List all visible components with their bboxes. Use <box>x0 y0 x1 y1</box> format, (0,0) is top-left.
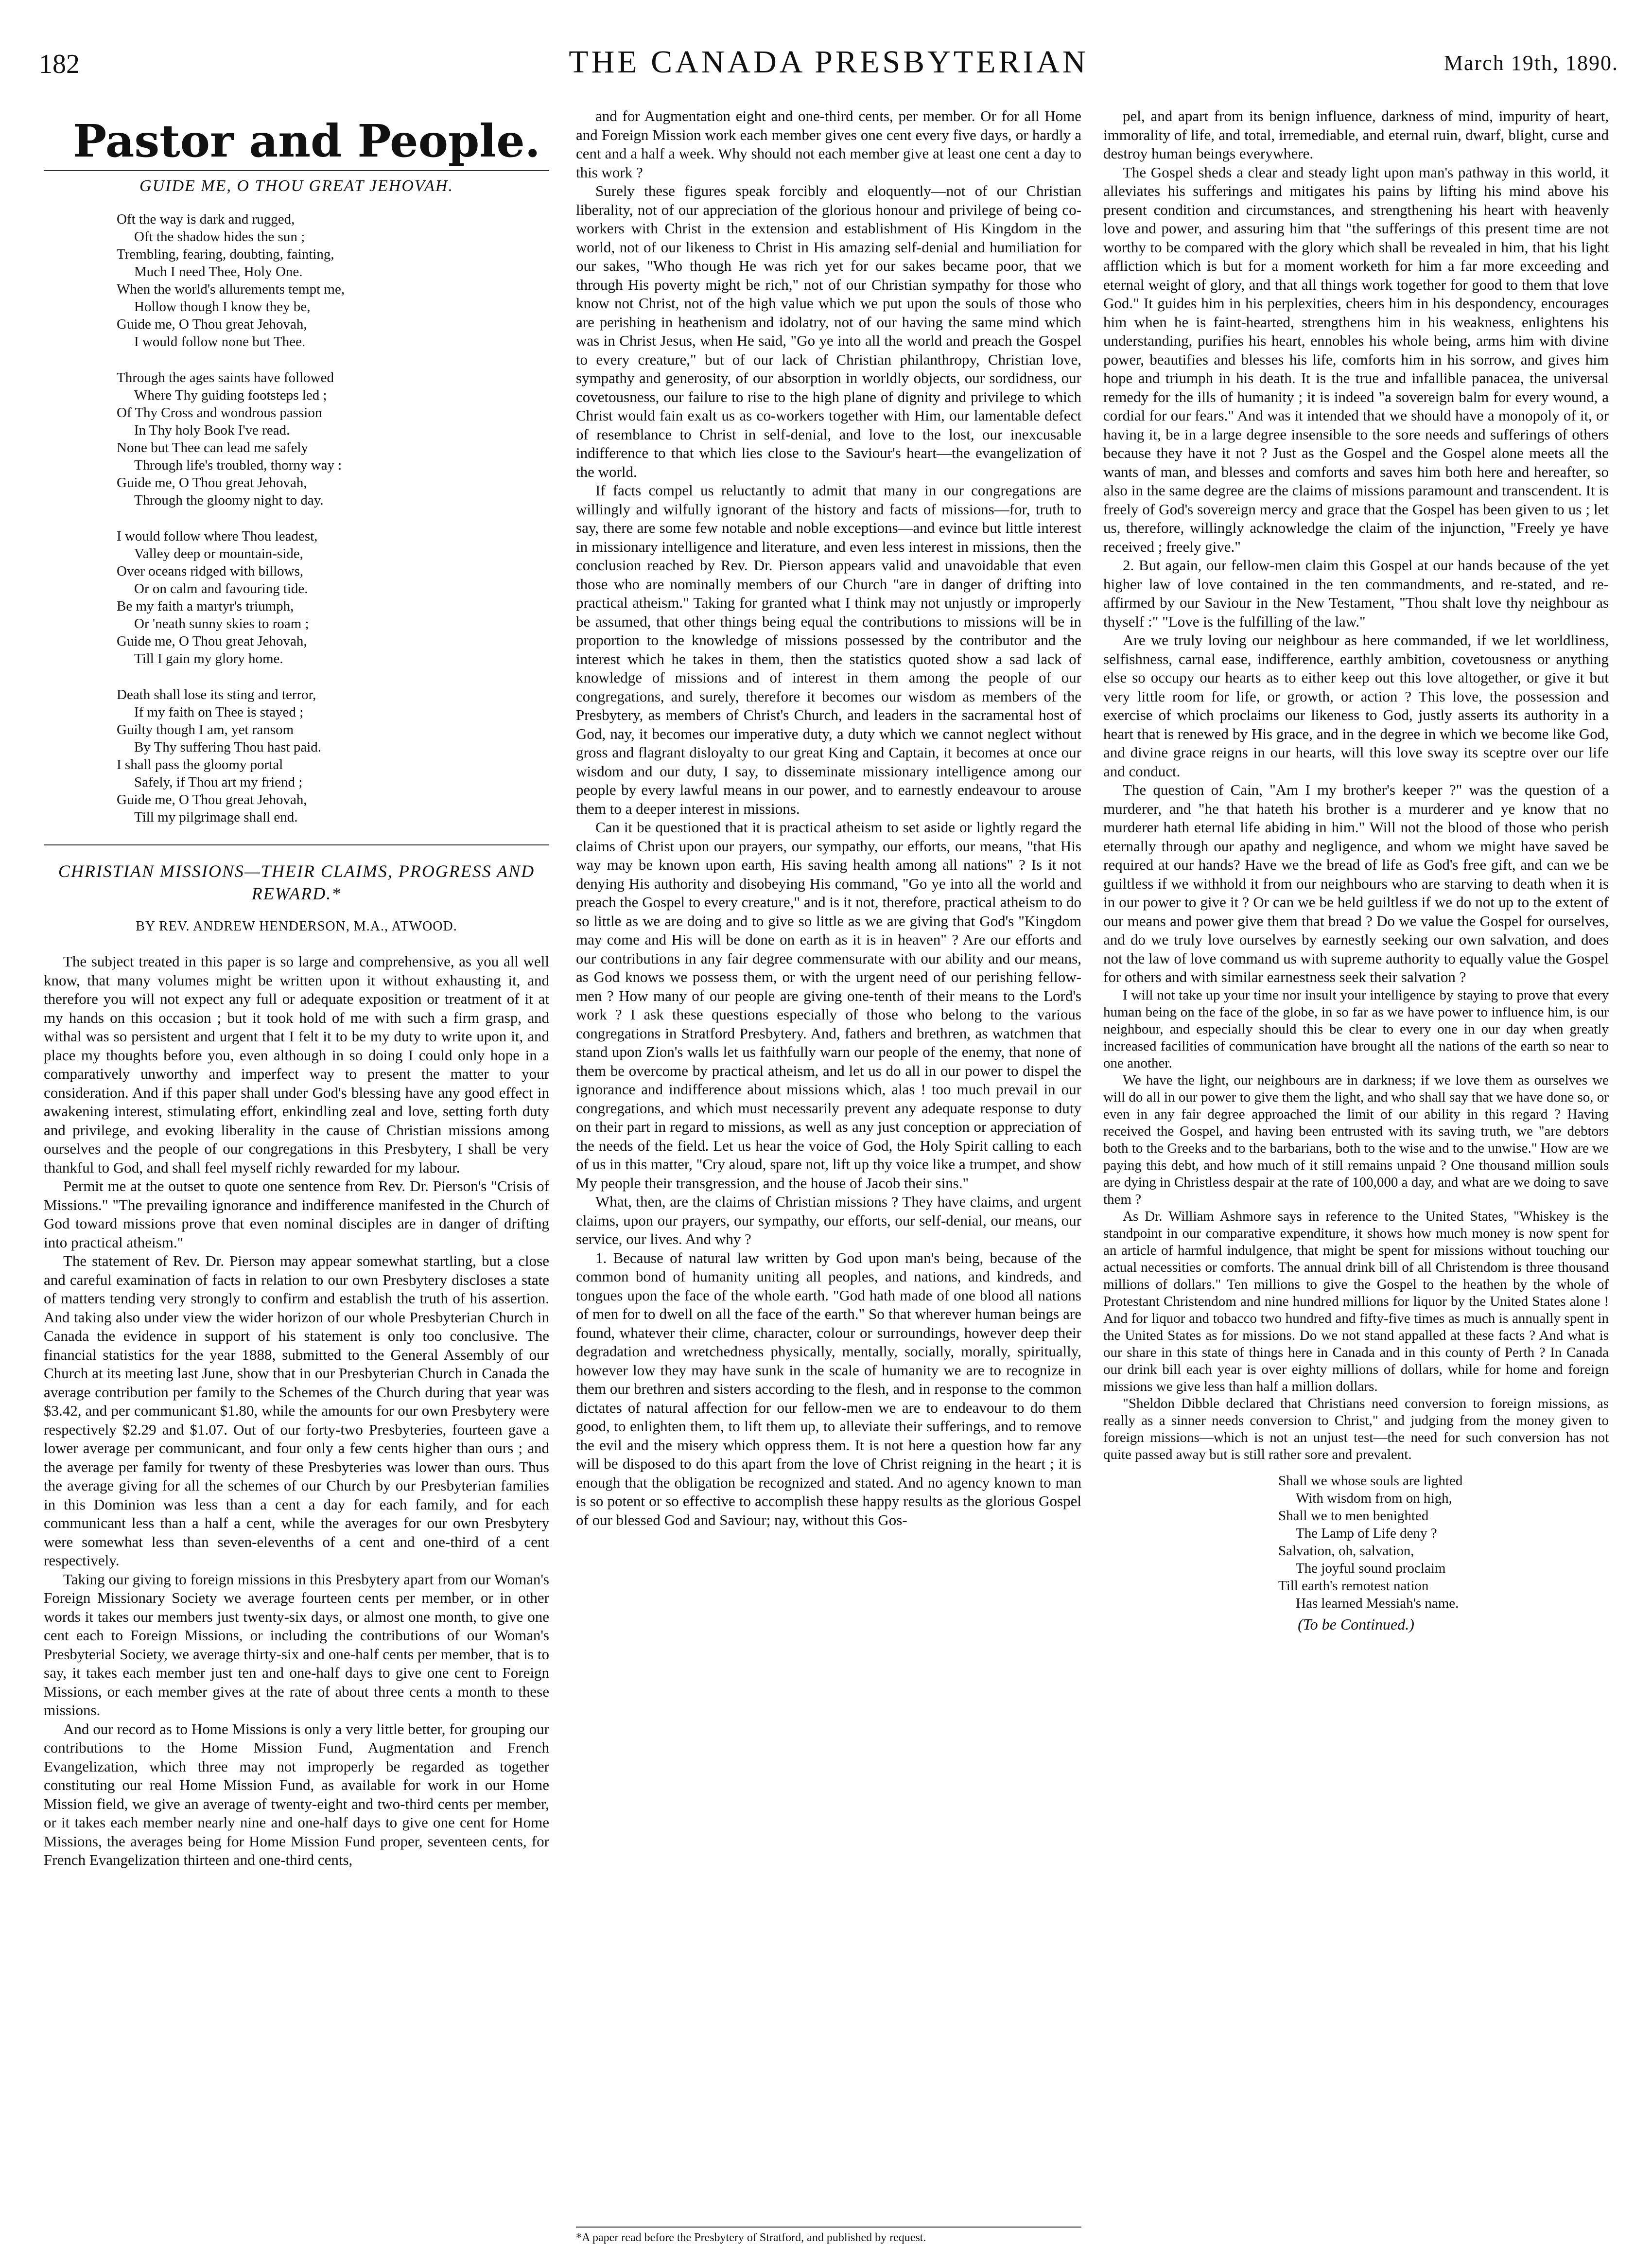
poem-line: I would follow where Thou leadest, <box>117 528 318 544</box>
poem-line: Oft the shadow hides the sun ; <box>134 228 305 245</box>
paragraph: Are we truly loving our neighbour as here commanded, if we let worldliness, selfishness, carnal ease, indifference, earthly ambition, covetousness or anything else so occupy our hearts as to either keep out this love altogether, or give it but very little room for life, or growth, or action ? This love, the possession and exercise of which proclaims our likeness to God, justly asserts its authority in a heart that is renewed by His grace, and in the degree in which we become like God, and divine grace reigns in our hearts, will this love sway its sceptre over our life and conduct. <box>1103 632 1609 780</box>
column-3-text <box>1103 107 1609 987</box>
poem-line: Till earth's remotest nation <box>1278 1578 1429 1594</box>
poem-line: Till I gain my glory home. <box>134 650 283 667</box>
newspaper-title: THE CANADA PRESBYTERIAN <box>569 44 1089 80</box>
column-2 <box>576 107 1081 2235</box>
poem-line: If my faith on Thee is stayed ; <box>134 704 304 720</box>
poem-line: I would follow none but Thee. <box>134 333 306 350</box>
section-title: Pastor and People. <box>73 115 540 167</box>
page-number: 182 <box>39 49 80 79</box>
poem-stanza <box>117 527 549 667</box>
poem-line: Valley deep or mountain-side, <box>134 545 303 562</box>
poem-line: Guide me, O Thou great Jehovah, <box>117 474 307 491</box>
paragraph: "Sheldon Dibble declared that Christians need conversion to foreign missions, as really as a sinner needs conversion to Christ," and judging from the money given to foreign missions—which is not an unjust test—the need for such conversion has not quite passed away but is still rather sore and prevalent. <box>1103 1395 1609 1462</box>
poem-line: I shall pass the gloomy portal <box>117 756 283 772</box>
poem-line: By Thy suffering Thou hast paid. <box>134 739 322 755</box>
paragraph: What, then, are the claims of Christian missions ? They have claims, and urgent claims, upon our prayers, our sympathy, our efforts, our self-denial, our means, our service, our lives. And why ? <box>576 1193 1081 1247</box>
paragraph: 2. But again, our fellow-men claim this Gospel at our hands because of the yet higher law of love contained in the ten commandments, and re-stated, and re-affirmed by our Saviour in the New Testament, "Thou shalt love thy neighbour as thyself :" "Love is the fulfilling of the law." <box>1103 557 1609 630</box>
paragraph: The question of Cain, "Am I my brother's keeper ?" was the question of a murderer, and "he that hateth his brother is a murderer and ye know that no murderer hath eternal life abiding in him." Will not the blood of those who perish eternally through our apathy and negligence, and whom we might have saved be required at our hands? Have we the bread of life as God's free gift, and can we be guiltless if we withhold it from our neighbours who are starving to death when it is in our power to give it ? Or can we be held guiltless if we do not up to the extent of our means and power give them that bread ? Do we value the Gospel for ourselves, and do we truly love ourselves by earnestly seeking our own salvation, and does not the law of love command us with supreme authority to equally value the Gospel for others and with similar earnestness seek their salvation ? <box>1103 781 1609 985</box>
column-3-small-text <box>1103 987 1609 1463</box>
poem-line: Much I need Thee, Holy One. <box>134 263 303 280</box>
poem-line: Shall we whose souls are lighted <box>1278 1473 1463 1489</box>
poem-line: Or on calm and favouring tide. <box>134 580 308 597</box>
poem-line: Of Thy Cross and wondrous passion <box>117 404 322 421</box>
poem-line: Shall we to men benighted <box>1278 1508 1429 1524</box>
poem-line: Be my faith a martyr's triumph, <box>117 598 294 614</box>
poem <box>44 211 549 826</box>
article-title: CHRISTIAN MISSIONS—THEIR CLAIMS, PROGRESS AND REWARD.* <box>58 861 535 903</box>
poem-line: Where Thy guiding footsteps led ; <box>134 387 327 403</box>
poem-stanza <box>117 686 549 826</box>
paragraph: Surely these figures speak forcibly and eloquently—not of our Christian liberality, not of our appreciation of the glorious honour and privilege of being co-workers with Christ in the extension and establishment of His Kingdom in the world, not of our likeness to Christ in His amazing self-denial and humiliation for our sakes, "Who though He was rich yet for our sakes became poor, that we through His poverty might be rich," not of our Christian sympathy for those who know not Christ, not of the high value which we put upon the souls of those who are perishing in heathenism and idolatry, not of our having the same mind which was in Christ Jesus, when He said, "Go ye into all the world and preach the Gospel to every creature," but of our lack of Christian philanthropy, Christian love, sympathy and generosity, of our absorption in worldly objects, our sordidness, our covetousness, our failure to rise to the high plane of dignity and privilege to which Christ would fain exalt us as co-workers together with Him, our lamentable defect of resemblance to Christ in self-denial, and love to the lost, our inexcusable indifference to that which lies close to the Saviour's heart—the evangelization of the world. <box>576 182 1081 480</box>
column-1-text <box>44 952 549 1870</box>
to-be-continued: (To be Continued.) <box>1298 1615 1414 1633</box>
poem-line: Guide me, O Thou great Jehovah, <box>117 791 307 807</box>
paragraph: and for Augmentation eight and one-third cents, per member. Or for all Home and Foreign Mission work each member gives one cent every five days, or hardly a cent and a half a week. Why should not each member give at least one cent a day to this work ? <box>576 107 1081 181</box>
byline: BY REV. ANDREW HENDERSON, M.A., ATWOOD. <box>136 918 457 934</box>
poem-line: Till my pilgrimage shall end. <box>134 809 298 825</box>
poem-line: None but Thee can lead me safely <box>117 439 309 456</box>
paragraph: I will not take up your time nor insult your intelligence by staying to prove that every human being on the face of the globe, in so far as we have power to influence him, is our neighbour, and especially should this be clear to every one in our day when greatly increased facilities of communication have brought all the nations of the earth so near to one another. <box>1103 987 1609 1071</box>
paragraph: Permit me at the outset to quote one sentence from Rev. Dr. Pierson's "Crisis of Missions." "The prevailing ignorance and indifference manifested in the Church of God toward missions prove that even nominal disciples are in danger of drifting into practical atheism." <box>44 1177 549 1251</box>
issue-date: March 19th, 1890. <box>1443 51 1618 75</box>
poem-line: Over oceans ridged with billows, <box>117 563 304 579</box>
paragraph: Can it be questioned that it is practical atheism to set aside or lightly regard the claims of Christ upon our prayers, our sympathy, our efforts, our means, "that His way may be known upon earth, His saving health among all nations" ? Is it not denying His authority and disobeying His command, "Go ye into all the world and preach the Gospel to every creature," and is it not, therefore, practical atheism to do so little as we are doing and to give so little as we are giving that God's "Kingdom may come and His will be done on earth as it is in heaven" ? Are our efforts and our contributions in any fair degree commensurate with our ability and our means, as God knows we possess them, or with the urgent need of our perishing fellow-men ? How many of our people are giving one-tenth of their means to the Lord's work ? I ask these questions especially of those who belong to the various congregations in Stratford Presbytery. And, fathers and brethren, as watchmen that stand upon Zion's walls let us faithfully warn our people of the enemy, that none of them be overcome by practical atheism, and let us do all in our power to dispel the ignorance and indifference about missions which, alas ! too much prevail in our congregations, and which must necessarily prevent any adequate response to duty on their part in regard to missions, as well as any just conception or appreciation of the needs of the field. Let us hear the voice of God, the Holy Spirit calling to each of us in this matter, "Cry aloud, spare not, lift up thy voice like a trumpet, and show My people their transgression, and the house of Jacob their sins." <box>576 819 1081 1192</box>
poem-line: Guilty though I am, yet ransom <box>117 721 294 737</box>
poem-line: Salvation, oh, salvation, <box>1278 1543 1414 1559</box>
poem-line: Has learned Messiah's name. <box>1296 1595 1459 1611</box>
poem-line: Or 'neath sunny skies to roam ; <box>134 615 309 632</box>
poem-line: In Thy holy Book I've read. <box>134 422 290 438</box>
poem-line: Through the gloomy night to day. <box>134 492 324 508</box>
poem-stanza <box>117 369 549 509</box>
poem-line: Through the ages saints have followed <box>117 369 334 386</box>
paragraph: 1. Because of natural law written by God upon man's being, because of the common bond of humanity uniting all peoples, and nations, and kindreds, and tongues upon the face of the whole earth. "God hath made of one blood all nations of men for to dwell on all the face of the earth." So that wherever human beings are found, whatever their clime, character, colour or surroundings, however deep their degradation and wretchedness physically, mentally, socially, morally, spiritually, however low they may have sunk in the scale of humanity we are to recognize in them our brethren and sisters according to the flesh, and in response to the common dictates of natural affection for our fellow-men we are to endeavour to do them good, to enlighten them, to lift them up, to alleviate their sufferings, and to remove the evil and the misery which oppress them. It is not here a question how far any will be disposed to do this apart from the love of Christ reigning in the heart ; it is enough that the obligation be recognized and stated. And no agency known to man is so potent or so effective to accomplish these happy results as the glorious Gospel of our blessed God and Saviour; nay, without this Gos- <box>576 1249 1081 1528</box>
poem-stanza <box>117 211 549 351</box>
poem-line: Guide me, O Thou great Jehovah, <box>117 316 307 332</box>
poem-line: Death shall lose its sting and terror, <box>117 686 316 702</box>
poem-line: The Lamp of Life deny ? <box>1296 1525 1437 1541</box>
paragraph: The Gospel sheds a clear and steady light upon man's pathway in this world, it alleviates his sufferings and mitigates his pains by lifting his mind above his present condition and circumstances, and strengthening his heart with heavenly love and power, and assuring him that "the sufferings of this present time are not worthy to be compared with the glory which shall be revealed in him, that his light affliction which is but for a moment worketh for him a far more exceeding and eternal weight of glory, and that all things work together for good to them that love God." It guides him in his perplexities, cheers him in his despondency, encourages him when he is faint-hearted, strengthens him in his weakness, enlightens his understanding, purifies his heart, ennobles his whole being, arms him with divine power, beautifies and blesses his life, comforts him in his sorrow, and gives him hope and triumph in his death. It is the true and infallible panacea, the universal remedy for the ills of humanity ; it is indeed "a sovereign balm for every wound, a cordial for our fears." And was it intended that we should have a monopoly of it, or having it, be in a large degree insensible to the sore needs and sufferings of others because they have it not ? Just as the Gospel and the Gospel alone meets all the wants of man, and blesses and comforts and saves him both here and hereafter, so also in the same degree are the claims of missions paramount and transcendent. It is freely of God's sovereign mercy and grace that the Gospel has been given to us ; let us, therefore, willingly acknowledge the claim of the injunction, "Freely ye have received ; freely give." <box>1103 163 1609 555</box>
poem-line: Through life's troubled, thorny way : <box>134 457 342 473</box>
poem-line: Safely, if Thou art my friend ; <box>134 774 303 790</box>
paragraph: Taking our giving to foreign missions in this Presbytery apart from our Woman's Foreign Missionary Society we average fourteen cents per member, or in other words it takes our members just twenty-six days, or almost one month, to give one cent each to Foreign Missions, or including the contributions of our Woman's Presbyterial Society, we average thirty-six and one-half cents per member, that is to say, it takes each member just ten and one-half days to give one cent to Foreign Missions, or each member gives at the rate of about three cents a month to these missions. <box>44 1570 549 1719</box>
footnote: *A paper read before the Presbytery of Stratford, and published by request. <box>576 2227 1081 2245</box>
paragraph: If facts compel us reluctantly to admit that many in our congregations are willingly and wilfully ignorant of the history and facts of missions—for, truth to say, there are some few notable and noble exceptions—and evince but little interest in missionary intelligence and literature, and even less interest in missions, then the conclusion reached by Rev. Dr. Pierson appears valid and unavoidable that even those who are nominally members of our Church "are in danger of drifting into practical atheism." Taking for granted what I think may not unjustly or improperly be assumed, that other things being equal the contributions to missions will be in proportion to the knowledge of missions possessed by the contributor and the interest which he takes in them, then the statistics quoted show a sad lack of knowledge of missions and of interest in them among the people of our congregations, and surely, therefore it becomes our wisdom as members of the Presbytery, as members of Christ's Church, and leaders in the sacramental host of God, nay, it becomes our imperative duty, a duty which we cannot neglect without gross and flagrant disloyalty to our great King and Captain, it becomes at once our wisdom and our duty, I say, to disseminate missionary intelligence among our people by every lawful means in our power, and to earnestly endeavour to arouse them to a deeper interest in missions. <box>576 482 1081 817</box>
poem-line: With wisdom from on high, <box>1296 1490 1452 1506</box>
poem-line: Oft the way is dark and rugged, <box>117 211 295 227</box>
poem-line: The joyful sound proclaim <box>1296 1560 1446 1576</box>
paragraph: pel, and apart from its benign influence, darkness of mind, impurity of heart, immorality of life, and total, irremediable, and eternal ruin, dwarf, blight, curse and destroy human beings everywhere. <box>1103 107 1609 162</box>
poem-title: GUIDE ME, O THOU GREAT JEHOVAH. <box>139 177 453 195</box>
paragraph: The statement of Rev. Dr. Pierson may appear somewhat startling, but a close and careful examination of facts in relation to our own Presbytery discloses a state of matters tending very strongly to confirm and establish the truth of his assertion. And taking also under view the wider horizon of our whole Presbyterian Church in Canada the evidence in support of his statement is only too conclusive. The financial statistics for the year 1888, submitted to the General Assembly of our Church at its meeting last June, show that in our Presbyterian Church in Canada the average contribution per family to the Schemes of the Church during that year was $3.42, and per communicant $1.80, while the amounts for our own Presbytery were respectively $2.29 and $1.07. Out of our forty-two Presbyteries, fourteen gave a lower average per communicant, and four only a few cents higher than ours ; and the average per family for twenty of these Presbyteries was lower than ours. Thus the average giving for all the schemes of our Church by our Presbyterian families in this Dominion was less than a cent a day for each family, and for each communicant less than a half a cent, while the averages for our own Presbytery were somewhat less than seven-elevenths of a cent and one-third of a cent respectively. <box>44 1252 549 1569</box>
page-header <box>39 44 1618 83</box>
poem-line: When the world's allurements tempt me, <box>117 281 345 297</box>
paragraph: And our record as to Home Missions is only a very little better, for grouping our contributions to the Home Mission Fund, Augmentation and French Evangelization, which three may not improperly be regarded as together constituting our real Home Mission Fund, as available for work in our Home Mission field, we give an average of twenty-eight and two-third cents per member, or it takes each member nearly nine and one-half days to give one cent for Home Missions, the averages being for Home Mission Fund proper, seventeen cents, for French Evangelization thirteen and one-third cents, <box>44 1720 549 1868</box>
poem-line: Guide me, O Thou great Jehovah, <box>117 633 307 649</box>
column-3 <box>1103 107 1609 2235</box>
column-1 <box>44 107 549 2235</box>
divider <box>44 844 549 845</box>
column-2-text <box>576 107 1081 1529</box>
paragraph: We have the light, our neighbours are in darkness; if we love them as ourselves we will do all in our power to give them the light, and who shall say that we have done so, or even in any fair degree approached the limit of our ability in this regard ? Having received the Gospel, and having been entrusted with its saving truth, we "are debtors both to the Greeks and to the barbarians, both to the wise and to the unwise." How are we paying this debt, and how much of it still remains unpaid ? One thousand million souls are dying in Christless despair at the rate of 100,000 a day, and what are we doing to save them ? <box>1103 1072 1609 1207</box>
paragraph: The subject treated in this paper is so large and comprehensive, as you all well know, that many volumes might be written upon it without exhausting it, and therefore you will not expect any full or adequate exposition or treatment of it at my hands on this occasion ; but it took hold of me with such a firm grasp, and withal was so persistent and urgent that I felt it to be my duty to write upon it, and place my thoughts before you, even although in so doing I could only hope in a comparatively unworthy and imperfect way to present the matter to your consideration. And if this paper shall under God's blessing have any good effect in awakening interest, stimulating effort, enkindling zeal and love, setting forth duty and privilege, and evoking liberality in the cause of Christian missions among ourselves and the people of our congregations in this Presbytery, I shall be very thankful to God, and shall feel myself richly rewarded for my labour. <box>44 953 549 1176</box>
poem-line: Trembling, fearing, doubting, fainting, <box>117 246 334 262</box>
poem-line: Hollow though I know they be, <box>134 298 311 315</box>
divider <box>44 170 549 171</box>
closing-poem <box>1278 1472 1609 1612</box>
paragraph: As Dr. William Ashmore says in reference to the United States, "Whiskey is the standpoint in our comparative expenditure, it shows how much money is now spent for an article of harmful indulgence, that might be spent for missions without touching our actual necessities or comforts. The annual drink bill of all Christendom is three thousand millions of dollars." Ten millions to give the Gospel to the heathen by the whole of Protestant Christendom and nine hundred millions for liquor by the United States alone ! And for liquor and tobacco two hundred and fifty-five times as much is annually spent in the United States as for missions. Do we not stand appalled at these facts ? And what is our share in this state of things here in Canada and in this county of Perth ? In Canada our drink bill each year is over eighty millions of dollars, while for home and foreign missions we give less than half a million dollars. <box>1103 1208 1609 1394</box>
